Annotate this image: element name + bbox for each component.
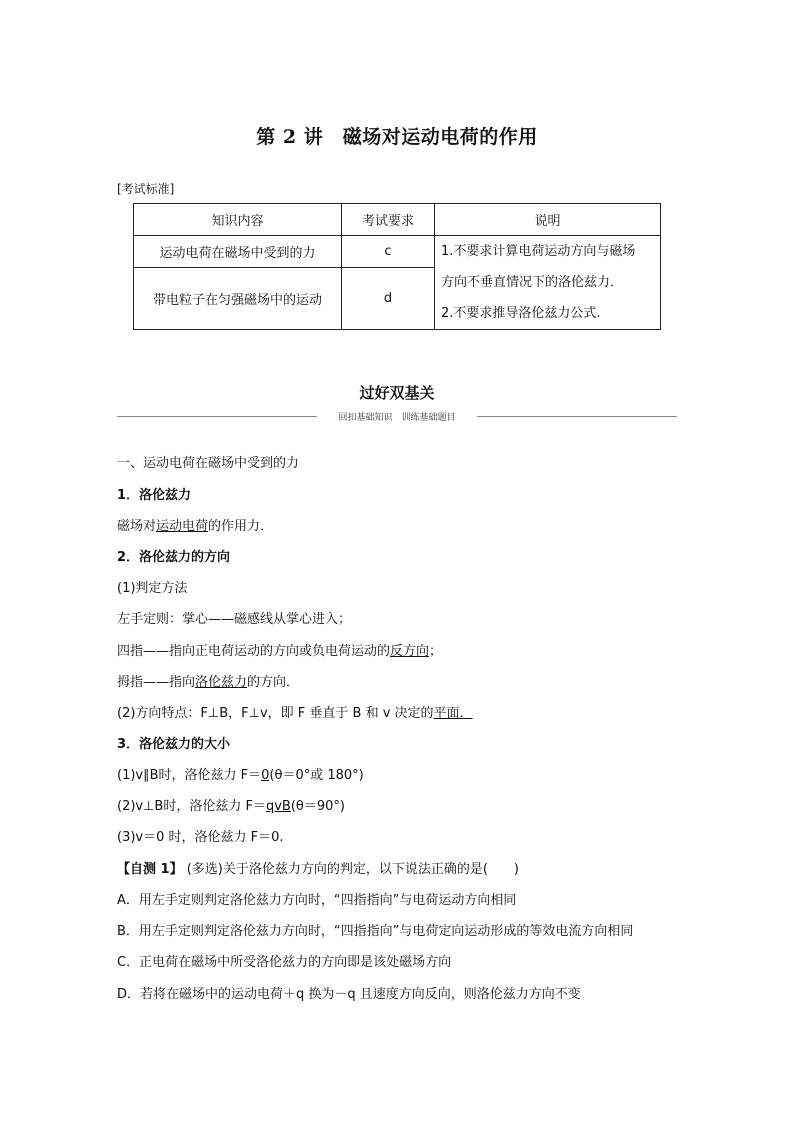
- option-b: B．用左手定则判定洛伦兹力方向时，“四指指向”与电荷定向运动形成的等效电流方向相同: [117, 924, 634, 939]
- magnitude-zero: (3)v＝0 时，洛伦兹力 F＝0.: [117, 830, 284, 845]
- notes-cell: [435, 236, 661, 330]
- note-line: 方向不垂直情况下的洛伦兹力．: [441, 275, 624, 290]
- item-magnitude: 3．洛伦兹力的大小: [117, 737, 231, 752]
- magnitude-parallel: (1)v∥B时，洛伦兹力 F＝0(θ＝0°或 180°): [117, 768, 364, 783]
- standards-table: [133, 203, 661, 330]
- row-level: c: [342, 236, 435, 268]
- header-content: 知识内容: [134, 204, 342, 236]
- direction-feature: (2)方向特点：F⊥B，F⊥v，即 F 垂直于 B 和 v 决定的平面．: [117, 706, 473, 721]
- thumb-line: 拇指——指向洛伦兹力的方向．: [117, 675, 300, 690]
- page-title: 第 2 讲 磁场对运动电荷的作用: [256, 126, 538, 148]
- row-content: 运动电荷在磁场中受到的力: [134, 236, 342, 268]
- item-direction: 2．洛伦兹力的方向: [117, 550, 231, 565]
- row-level: d: [342, 268, 435, 330]
- row-content: 带电粒子在匀强磁场中的运动: [134, 268, 342, 330]
- item-lorentz-force: 1．洛伦兹力: [117, 488, 192, 503]
- option-a: A．用左手定则判定洛伦兹力方向时，“四指指向”与电荷运动方向相同: [117, 893, 517, 908]
- section-subtitle: 回扣基础知识 训练基础题目: [338, 413, 456, 423]
- magnitude-perpendicular: (2)v⊥B时，洛伦兹力 F＝qvB(θ＝90°): [117, 799, 345, 814]
- note-line: 1.不要求计算电荷运动方向与磁场: [441, 244, 636, 259]
- self-test-question: 【自测 1】 (多选)关于洛伦兹力方向的判定，以下说法正确的是( ): [117, 862, 519, 877]
- left-hand-rule: 左手定则：掌心——磁感线从掌心进入；: [117, 612, 352, 627]
- standards-label: [考试标准]: [117, 182, 175, 196]
- heading-one: 一、运动电荷在磁场中受到的力: [117, 456, 300, 471]
- header-level: 考试要求: [342, 204, 435, 236]
- section-title: 过好双基关: [359, 384, 435, 402]
- method-line: (1)判定方法: [117, 581, 188, 596]
- option-c: C．正电荷在磁场中所受洛伦兹力的方向即是该处磁场方向: [117, 955, 452, 970]
- four-fingers-line: 四指——指向正电荷运动的方向或负电荷运动的反方向；: [117, 644, 443, 659]
- definition-line: 磁场对运动电荷的作用力．: [117, 519, 274, 534]
- header-notes: 说明: [435, 204, 661, 236]
- note-line: 2.不要求推导洛伦兹力公式.: [441, 306, 601, 321]
- option-d: D．若将在磁场中的运动电荷＋q 换为－q 且速度方向反向，则洛伦兹力方向不变: [117, 987, 581, 1002]
